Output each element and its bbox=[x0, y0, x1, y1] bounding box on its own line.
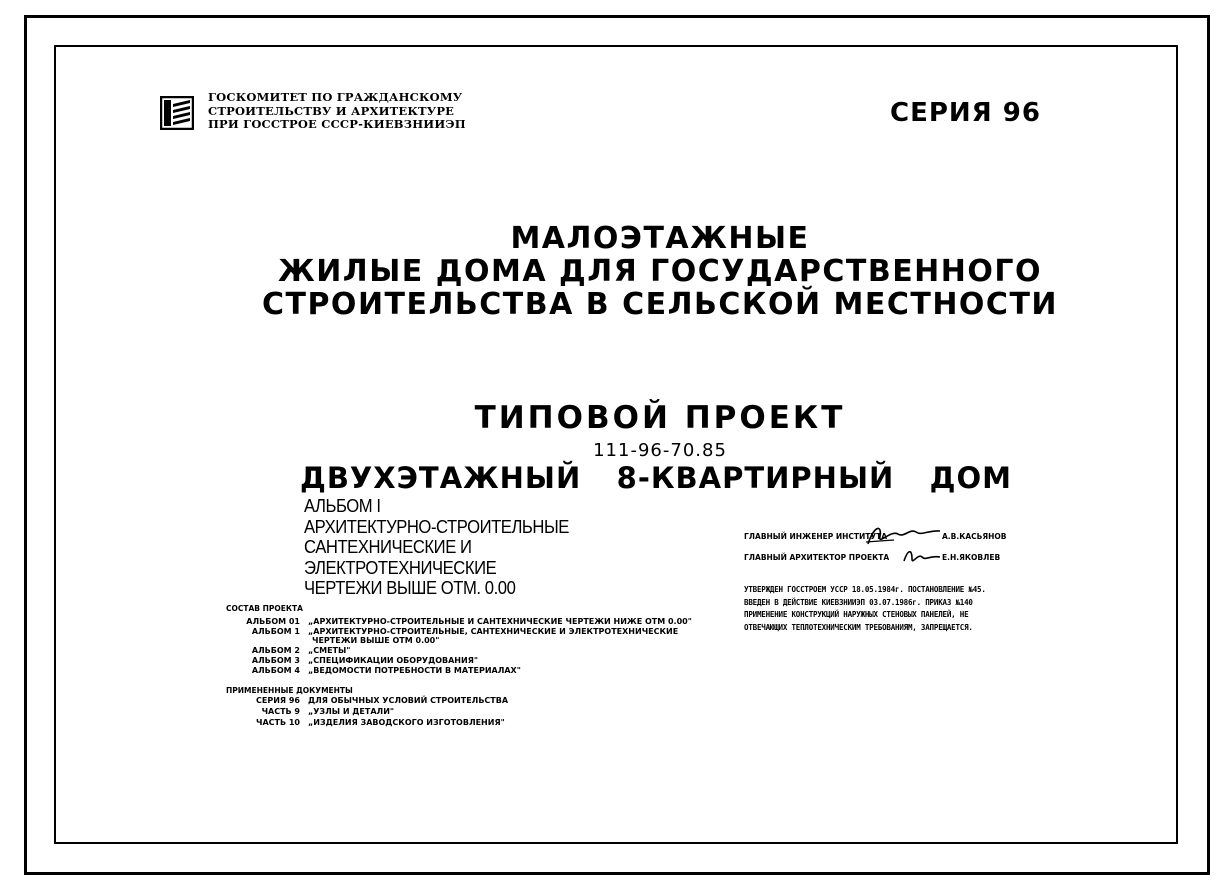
house-word: 8-КВАРТИРНЫЙ bbox=[616, 461, 895, 495]
applied-docs-list bbox=[200, 696, 640, 732]
approval-line: УТВЕРЖДЕН ГОССТРОЕМ УССР 18.05.1984г. ПОСТАНОВЛЕНИЕ №45. bbox=[744, 585, 986, 594]
signature-role: ГЛАВНЫЙ АРХИТЕКТОР ПРОЕКТА bbox=[744, 553, 890, 562]
doc-key: ЧАСТЬ 10 bbox=[256, 718, 300, 727]
main-title bbox=[160, 222, 1160, 321]
title-line: ЖИЛЫЕ ДОМА ДЛЯ ГОСУДАРСТВЕННОГО bbox=[277, 254, 1043, 289]
organization-logo-icon bbox=[160, 96, 194, 130]
house-type bbox=[300, 461, 1012, 495]
series-label: СЕРИЯ 96 bbox=[890, 98, 1041, 128]
composition-list bbox=[200, 617, 720, 677]
org-line: ГОСКОМИТЕТ ПО ГРАЖДАНСКОМУ bbox=[208, 90, 463, 104]
title-line: СТРОИТЕЛЬСТВА В СЕЛЬСКОЙ МЕСТНОСТИ bbox=[261, 287, 1059, 322]
album-line: АЛЬБОМ I bbox=[304, 495, 381, 516]
comp-key: АЛЬБОМ 01 bbox=[246, 617, 300, 626]
project-type: ТИПОВОЙ ПРОЕКТ bbox=[474, 400, 846, 436]
comp-key: АЛЬБОМ 4 bbox=[251, 666, 300, 675]
comp-value: ЧЕРТЕЖИ ВЫШЕ ОТМ 0.00" bbox=[312, 636, 440, 645]
comp-value: „ВЕДОМОСТИ ПОТРЕБНОСТИ В МАТЕРИАЛАХ" bbox=[308, 666, 521, 675]
org-line: СТРОИТЕЛЬСТВУ И АРХИТЕКТУРЕ bbox=[208, 103, 455, 118]
album-line: ЭЛЕКТРОТЕХНИЧЕСКИЕ bbox=[304, 556, 497, 578]
applied-docs-heading: ПРИМЕНЕННЫЕ ДОКУМЕНТЫ bbox=[226, 686, 353, 695]
composition-heading: СОСТАВ ПРОЕКТА bbox=[226, 604, 303, 613]
org-line: ПРИ ГОССТРОЕ СССР-КИЕВЗНИИЭП bbox=[208, 117, 466, 131]
approval-line: ПРИМЕНЕНИЕ КОНСТРУКЦИЙ НАРУЖНЫХ СТЕНОВЫХ ПАНЕЛЕЙ, НЕ bbox=[744, 610, 969, 619]
signature-scribble-icon bbox=[864, 522, 942, 550]
comp-key: АЛЬБОМ 3 bbox=[251, 656, 300, 665]
approval-note bbox=[744, 584, 986, 634]
signature-role: ГЛАВНЫЙ ИНЖЕНЕР ИНСТИТУТА bbox=[744, 532, 888, 541]
house-word: ДВУХЭТАЖНЫЙ bbox=[300, 461, 582, 495]
comp-value: „СМЕТЫ" bbox=[308, 646, 351, 655]
signature-block bbox=[744, 530, 1034, 570]
signature-scribble-icon bbox=[902, 547, 942, 567]
album-line: АРХИТЕКТУРНО-СТРОИТЕЛЬНЫЕ bbox=[304, 515, 569, 537]
title-line: МАЛОЭТАЖНЫЕ bbox=[510, 221, 810, 256]
doc-key: СЕРИЯ 96 bbox=[256, 696, 300, 705]
doc-value: „ИЗДЕЛИЯ ЗАВОДСКОГО ИЗГОТОВЛЕНИЯ" bbox=[308, 718, 505, 727]
album-line: САНТЕХНИЧЕСКИЕ И bbox=[304, 536, 472, 557]
signature-name: Е.Н.ЯКОВЛЕВ bbox=[942, 553, 1001, 562]
comp-value: „АРХИТЕКТУРНО-СТРОИТЕЛЬНЫЕ, САНТЕХНИЧЕСКИЕ И ЭЛЕКТРОТЕХНИЧЕСКИЕ bbox=[308, 627, 679, 636]
album-line: ЧЕРТЕЖИ ВЫШЕ ОТМ. 0.00 bbox=[304, 577, 516, 598]
comp-value: „АРХИТЕКТУРНО-СТРОИТЕЛЬНЫЕ И САНТЕХНИЧЕСКИЕ ЧЕРТЕЖИ НИЖЕ ОТМ 0.00" bbox=[308, 617, 692, 626]
approval-line: ОТВЕЧАЮЩИХ ТЕПЛОТЕХНИЧЕСКИМ ТРЕБОВАНИЯМ, ЗАПРЕЩАЕТСЯ. bbox=[744, 622, 973, 632]
comp-key: АЛЬБОМ 1 bbox=[251, 627, 300, 636]
signature-name: А.В.КАСЬЯНОВ bbox=[942, 532, 1007, 541]
project-code: 111-96-70.85 bbox=[593, 440, 727, 461]
organization-name bbox=[208, 91, 466, 132]
comp-value: „СПЕЦИФИКАЦИИ ОБОРУДОВАНИЯ" bbox=[308, 656, 479, 665]
comp-key: АЛЬБОМ 2 bbox=[251, 646, 300, 655]
album-description bbox=[304, 496, 569, 599]
doc-key: ЧАСТЬ 9 bbox=[261, 707, 300, 716]
approval-line: ВВЕДЕН В ДЕЙСТВИЕ КИЕВЗНИИЭП 03.07.1986г. ПРИКАЗ №140 bbox=[744, 597, 973, 607]
house-word: ДОМ bbox=[929, 461, 1012, 495]
doc-value: ДЛЯ ОБЫЧНЫХ УСЛОВИЙ СТРОИТЕЛЬСТВА bbox=[308, 696, 509, 705]
doc-value: „УЗЛЫ И ДЕТАЛИ" bbox=[308, 707, 395, 716]
